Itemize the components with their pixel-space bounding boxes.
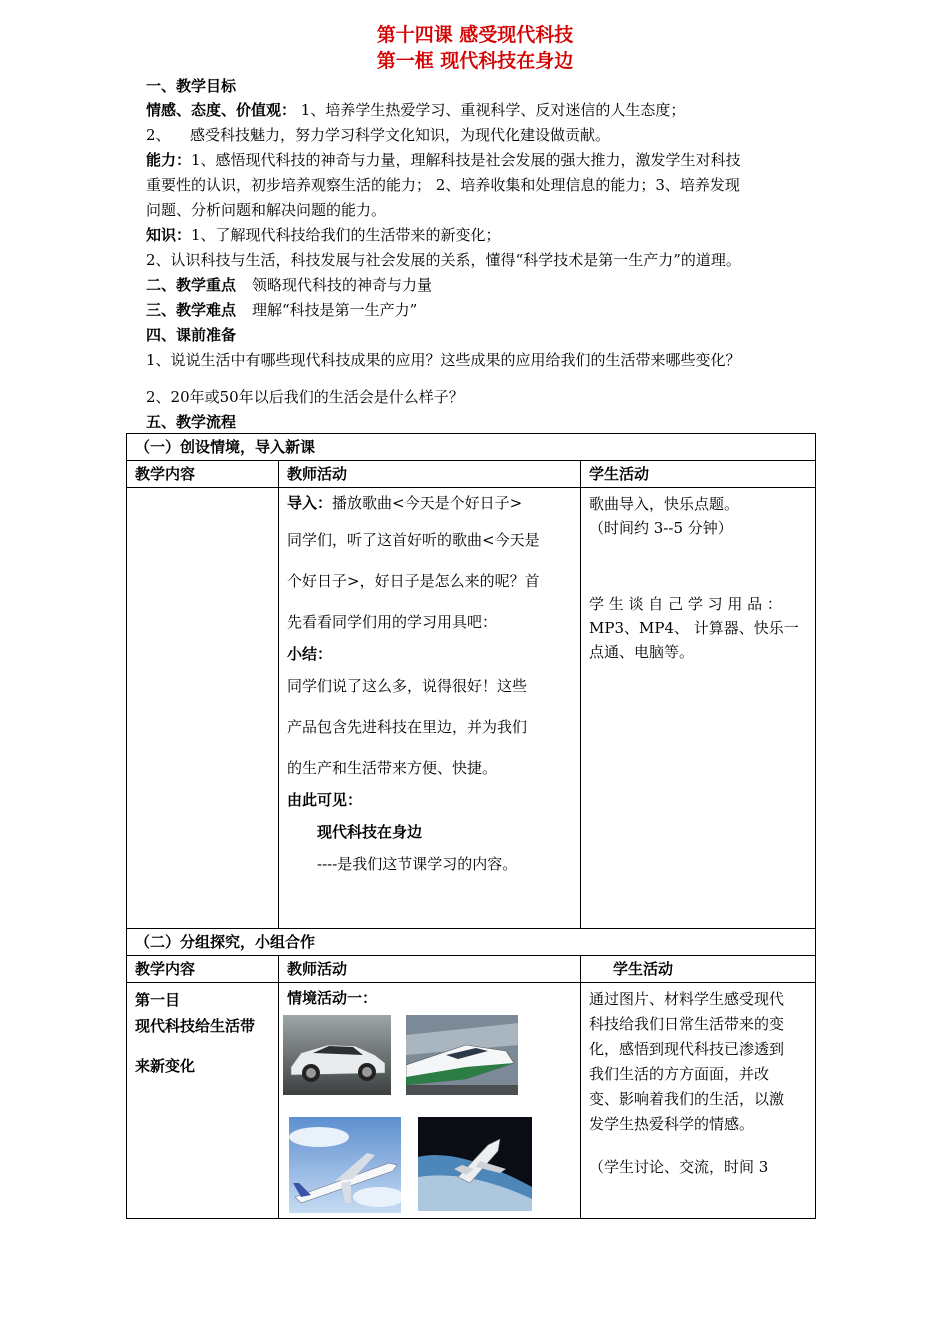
knowledge-line-1 xyxy=(146,225,501,245)
summary-label: 小结： xyxy=(287,645,333,663)
scenario-label: 情境活动一： xyxy=(287,989,378,1007)
ability-line-1 xyxy=(146,150,741,170)
section-heading-flow: 五、教学流程 xyxy=(146,413,237,431)
intro-line xyxy=(287,492,572,514)
bullet-train-photo xyxy=(406,1015,518,1095)
content-line-3: 来新变化 xyxy=(135,1057,196,1075)
teacher-para-1c: 先看看同学们用的学习用具吧： xyxy=(287,613,498,631)
teacher-cell-2 xyxy=(279,983,581,1219)
table-row xyxy=(127,461,816,488)
photo-row-2 xyxy=(287,1117,572,1213)
teacher-para-2b: 产品包含先进科技在里边，并为我们 xyxy=(287,718,528,736)
teacher-cell-1 xyxy=(279,488,581,929)
section-1-header: （一）创设情境，导入新课 xyxy=(127,434,816,461)
col-header-student: 学生活动 xyxy=(581,461,816,488)
student2-line-2: 科技给我们日常生活带来的变 xyxy=(589,1015,785,1033)
col-header-content: 教学内容 xyxy=(127,461,279,488)
teacher-para-1a: 同学们，听了这首好听的歌曲<今天是 xyxy=(287,531,540,549)
ability-line-3: 问题、分析问题和解决问题的能力。 xyxy=(146,201,387,219)
ability-label: 能力： xyxy=(146,151,192,169)
teacher-para-2a: 同学们说了这么多，说得很好！这些 xyxy=(287,677,528,695)
teacher-para-2c: 的生产和生活带来方便、快捷。 xyxy=(287,759,498,777)
key-point-text: 领略现代科技的神奇与力量 xyxy=(252,276,433,294)
col-header-teacher: 教师活动 xyxy=(279,461,581,488)
content-cell-2 xyxy=(127,983,279,1219)
student2-line-7: （学生讨论、交流，时间 3 xyxy=(589,1158,769,1176)
prep-line-2: 2、20年或50年以后我们的生活会是什么样子？ xyxy=(146,388,464,406)
space-shuttle-photo xyxy=(418,1117,532,1211)
emotion-text-2: 感受科技魅力，努力学习科学文化知识，为现代化建设做贡献。 xyxy=(190,126,611,144)
student2-line-4: 我们生活的方方面面，并改 xyxy=(589,1065,770,1083)
ability-line-2: 重要性的认识，初步培养观察生活的能力； 2、培养收集和处理信息的能力；3、培养发现 xyxy=(146,176,740,194)
car-photo xyxy=(283,1015,391,1095)
student2-line-1: 通过图片、材料学生感受现代 xyxy=(589,990,785,1008)
topic-note: ----是我们这节课学习的内容。 xyxy=(317,855,518,873)
teacher-para-1b: 个好日子>，好日子是怎么来的呢？首 xyxy=(287,572,540,590)
document-subtitle: 第一框 现代科技在身边 xyxy=(376,50,574,72)
student2-line-6: 发学生热爱科学的情感。 xyxy=(589,1115,755,1133)
intro-text: 播放歌曲<今天是个好日子> xyxy=(332,494,523,512)
ability-text-1: 1、感悟现代科技的神奇与力量，理解科技是社会发展的强大推力，激发学生对科技 xyxy=(191,151,741,169)
emotion-line-1 xyxy=(146,100,685,120)
table-row xyxy=(127,488,816,929)
student-cell-2 xyxy=(581,983,816,1219)
col-header-teacher-2: 教师活动 xyxy=(279,956,581,983)
section-heading-goals: 一、教学目标 xyxy=(146,77,237,95)
intro-label: 导入： xyxy=(287,494,333,512)
emotion-line-2 xyxy=(146,125,610,145)
emotion-num-2: 2、 xyxy=(146,126,171,144)
table-row xyxy=(127,956,816,983)
emotion-text-1: 1、培养学生热爱学习、重视科学、反对迷信的人生态度； xyxy=(296,101,686,119)
so-label: 由此可见： xyxy=(287,791,363,809)
content-cell-empty xyxy=(127,488,279,929)
col-header-student-2: 学生活动 xyxy=(581,956,816,983)
table-row xyxy=(127,434,816,461)
section-heading-difficulty: 三、教学难点 xyxy=(146,301,237,319)
lesson-flow-table xyxy=(126,433,816,1219)
prep-line-1: 1、说说生活中有哪些现代科技成果的应用？这些成果的应用给我们的生活带来哪些变化？ xyxy=(146,351,741,369)
difficulty-line xyxy=(146,300,417,320)
section-heading-key: 二、教学重点 xyxy=(146,276,237,294)
airplane-photo xyxy=(289,1117,401,1213)
knowledge-line-2: 2、认识科技与生活，科技发展与社会发展的关系，懂得“科学技术是第一生产力”的道理。 xyxy=(146,251,741,269)
section-heading-prep: 四、课前准备 xyxy=(146,326,237,344)
photo-row-1 xyxy=(287,1015,572,1097)
table-row xyxy=(127,929,816,956)
key-point-line xyxy=(146,275,432,295)
student-cell-1 xyxy=(581,488,816,929)
topic-text: 现代科技在身边 xyxy=(317,823,423,841)
knowledge-text-1: 1、了解现代科技给我们的生活带来的新变化； xyxy=(191,226,501,244)
table-row xyxy=(127,983,816,1219)
content-line-2: 现代科技给生活带 xyxy=(135,1017,256,1035)
section-2-header: （二）分组探究，小组合作 xyxy=(127,929,816,956)
document-title: 第十四课 感受现代科技 xyxy=(376,24,574,46)
student2-line-3: 化，感悟到现代科技已渗透到 xyxy=(589,1040,785,1058)
student-line-3: 学 生 谈 自 己 学 习 用 品 ： xyxy=(589,595,782,613)
student-line-5: 点通、电脑等。 xyxy=(589,643,695,661)
content-line-1: 第一目 xyxy=(135,991,181,1009)
student2-line-5: 变、影响着我们的生活，以激 xyxy=(589,1090,785,1108)
student-line-4: MP3、MP4、 计算器、快乐一 xyxy=(589,619,799,637)
student-line-1: 歌曲导入，快乐点题。 xyxy=(589,495,740,513)
difficulty-text: 理解“科技是第一生产力” xyxy=(252,301,418,319)
student-line-2: （时间约 3--5 分钟） xyxy=(589,519,733,537)
knowledge-label: 知识： xyxy=(146,226,192,244)
col-header-content-2: 教学内容 xyxy=(127,956,279,983)
emotion-label: 情感、态度、价值观： xyxy=(146,101,297,119)
